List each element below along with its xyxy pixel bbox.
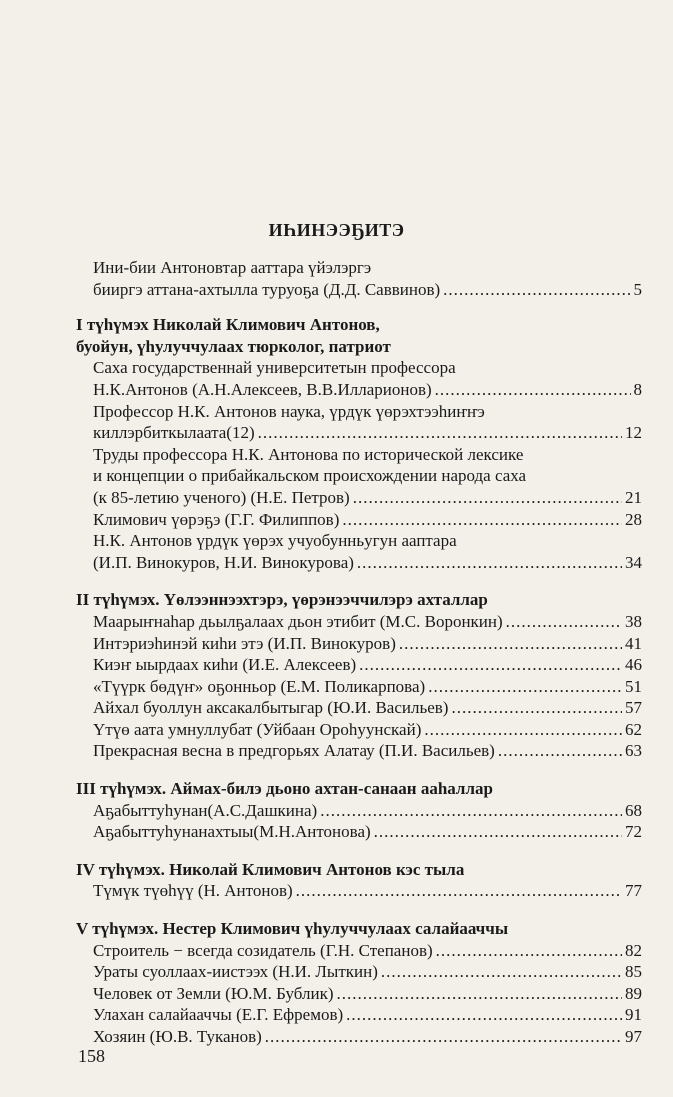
entry-page-number: 8 xyxy=(633,379,642,399)
entry-page-number: 77 xyxy=(625,881,642,901)
toc-section xyxy=(76,918,642,1048)
entry-text: бииргэ аттана-ахтылла туруоҕа (Д.Д. Саввинов) xyxy=(93,279,441,299)
entry-text: Н.К. Антонов үрдүк үөрэх учуобунньугун ааптара xyxy=(93,531,457,551)
dot-leader xyxy=(443,279,630,301)
toc-entry-line xyxy=(93,257,642,279)
entry-page-number: 21 xyxy=(625,487,642,507)
entry-text: Улахан салайааччы (Е.Г. Ефремов) xyxy=(93,1005,344,1025)
toc-entry-line xyxy=(93,530,642,552)
toc-entry xyxy=(93,800,642,822)
entry-page-number: 97 xyxy=(625,1027,642,1046)
table-of-contents xyxy=(76,257,642,1064)
dot-leader xyxy=(381,961,622,983)
entry-text: Аҕабыттуһунанахтыы(М.Н.Антонова) xyxy=(93,822,371,842)
entry-text: Аҕабыттуһунан(А.С.Дашкина) xyxy=(93,800,318,820)
toc-entry-line xyxy=(93,821,642,843)
dot-leader xyxy=(346,1004,622,1026)
section-heading: V түһүмэх. Нестер Климович үһулуччулаах салайааччы xyxy=(76,919,509,939)
section-heading: II түһүмэх. Үөлээннээхтэрэ, үөрэнээччилэрэ ахталлар xyxy=(76,590,488,610)
section-entries xyxy=(76,800,642,843)
toc-entry xyxy=(93,676,642,698)
section-entries xyxy=(76,357,642,573)
section-entries xyxy=(76,940,642,1048)
entry-text: Интэриэһинэй киһи этэ (И.П. Винокуров) xyxy=(93,633,396,653)
toc-entry-line xyxy=(93,961,642,983)
entry-text: киллэрбиткылаата(12) xyxy=(93,423,255,443)
dot-leader xyxy=(359,654,622,676)
dot-leader xyxy=(436,940,622,962)
toc-entry xyxy=(93,719,642,741)
entry-text: Прекрасная весна в предгорьях Алатау (П.И. Васильев) xyxy=(93,741,495,761)
toc-entry-line xyxy=(93,633,642,655)
dot-leader xyxy=(265,1026,622,1048)
entry-page-number: 57 xyxy=(625,698,642,718)
toc-entry xyxy=(93,961,642,983)
entry-page-number: 68 xyxy=(625,800,642,820)
entry-page-number: 85 xyxy=(625,962,642,982)
toc-entry-line xyxy=(93,444,642,466)
toc-entry-line xyxy=(93,697,642,719)
entry-text: Человек от Земли (Ю.М. Бублик) xyxy=(93,983,334,1003)
dot-leader xyxy=(498,740,622,762)
toc-entry-line xyxy=(93,1026,642,1048)
toc-entry-line xyxy=(93,379,642,401)
toc-entry xyxy=(93,611,642,633)
dot-leader xyxy=(337,983,622,1005)
dot-leader xyxy=(342,509,622,531)
section-entries xyxy=(76,611,642,762)
entry-text: Климович үөрэҕэ (Г.Г. Филиппов) xyxy=(93,509,340,529)
entry-page-number: 28 xyxy=(625,509,642,529)
entry-page-number: 82 xyxy=(625,940,642,960)
entry-text: Ураты суоллаах-иистээх (Н.И. Лыткин) xyxy=(93,962,378,982)
toc-entry xyxy=(93,633,642,655)
toc-entry-line xyxy=(93,880,642,902)
section-heading: буойун, үһулуччулаах тюрколог, патриот xyxy=(76,336,391,356)
entry-text: (И.П. Винокуров, Н.И. Винокурова) xyxy=(93,552,354,572)
toc-entry-line xyxy=(93,487,642,509)
entry-text: Профессор Н.К. Антонов наука, үрдүк үөрэхтээһиҥҥэ xyxy=(93,401,485,421)
entry-page-number: 34 xyxy=(625,552,642,572)
toc-section xyxy=(76,778,642,843)
toc-entry xyxy=(93,530,642,573)
toc-entry-line xyxy=(93,1004,642,1026)
toc-section xyxy=(76,859,642,902)
entry-page-number: 41 xyxy=(625,633,642,653)
toc-title: ИҺИНЭЭҔИТЭ xyxy=(268,220,405,240)
entry-text: «Түүрк бөдүҥ» оҕонньор (Е.М. Поликарпова) xyxy=(93,676,426,696)
entry-text: Маарыҥнаһар дьылҕалаах дьон этибит (М.С. Воронкин) xyxy=(93,611,503,631)
dot-leader xyxy=(451,697,622,719)
entry-text: Үтүө аата умнуллубат (Уйбаан Ороһуунскай) xyxy=(93,719,422,739)
toc-entry-line xyxy=(93,279,642,301)
toc-entry xyxy=(93,1026,642,1048)
toc-entry-line xyxy=(93,940,642,962)
entry-page-number: 91 xyxy=(625,1005,642,1025)
section-heading: IV түһүмэх. Николай Климович Антонов кэс тыла xyxy=(76,859,465,879)
entry-page-number: 12 xyxy=(625,423,642,443)
dot-leader xyxy=(506,611,622,633)
entry-text: Саха государственнай университетын профессора xyxy=(93,358,456,378)
entry-page-number: 72 xyxy=(625,822,642,842)
entry-text: Хозяин (Ю.В. Туканов) xyxy=(93,1027,262,1046)
toc-section xyxy=(76,314,642,573)
toc-entry-line xyxy=(93,552,642,574)
toc-entry xyxy=(76,257,642,300)
toc-entry xyxy=(93,654,642,676)
entry-page-number: 5 xyxy=(633,279,642,299)
toc-entry-line xyxy=(93,983,642,1005)
entry-text: Ини-бии Антоновтар ааттара үйэлэргэ xyxy=(93,258,372,277)
entry-page-number: 38 xyxy=(625,611,642,631)
entry-text: Труды профессора Н.К. Антонова по исторической лексике xyxy=(93,444,524,464)
toc-entry-line xyxy=(93,740,642,762)
toc-entry xyxy=(93,940,642,962)
entry-text: Түмүк түөһүү (Н. Антонов) xyxy=(93,881,293,901)
section-heading: III түһүмэх. Аймах-билэ дьоно ахтан-санаан ааһаллар xyxy=(76,779,493,799)
entry-page-number: 46 xyxy=(625,655,642,675)
toc-entry-line xyxy=(93,422,642,444)
toc-entry-line xyxy=(93,401,642,423)
dot-leader xyxy=(399,633,622,655)
section-heading: I түһүмэх Николай Климович Антонов, xyxy=(76,315,380,335)
toc-entry-line xyxy=(93,509,642,531)
entry-text: Н.К.Антонов (А.Н.Алексеев, В.В.Илларионов) xyxy=(93,379,432,399)
toc-entry-line xyxy=(93,800,642,822)
toc-entry-line xyxy=(93,611,642,633)
entry-text: Киэҥ ыырдаах киһи (И.Е. Алексеев) xyxy=(93,655,357,675)
dot-leader xyxy=(424,719,622,741)
toc-entry-line xyxy=(93,357,642,379)
toc-entry xyxy=(93,509,642,531)
toc-entry xyxy=(93,740,642,762)
section-entries xyxy=(76,880,642,902)
dot-leader xyxy=(435,379,631,401)
entry-page-number: 63 xyxy=(625,741,642,761)
entry-page-number: 51 xyxy=(625,676,642,696)
entry-text: Айхал буоллун аксакалбытыгар (Ю.И. Васильев) xyxy=(93,698,449,718)
entry-text: и концепции о прибайкальском происхождении народа саха xyxy=(93,466,527,486)
toc-entry xyxy=(93,357,642,400)
dot-leader xyxy=(296,880,622,902)
dot-leader xyxy=(428,676,622,698)
entry-text: (к 85-летию ученого) (Н.Е. Петров) xyxy=(93,487,350,507)
dot-leader xyxy=(258,422,622,444)
toc-entry xyxy=(93,880,642,902)
toc-section xyxy=(76,589,642,762)
dot-leader xyxy=(374,821,622,843)
entry-page-number: 62 xyxy=(625,719,642,739)
toc-entry xyxy=(93,697,642,719)
toc-entry-line xyxy=(93,654,642,676)
toc-entry-line xyxy=(93,719,642,741)
entry-text: Строитель − всегда созидатель (Г.Н. Степанов) xyxy=(93,940,433,960)
toc-entry-line xyxy=(93,465,642,487)
toc-entry xyxy=(93,444,642,509)
dot-leader xyxy=(320,800,622,822)
dot-leader xyxy=(357,552,622,574)
page-number: 158 xyxy=(78,1046,105,1066)
toc-entry-line xyxy=(93,676,642,698)
toc-entry xyxy=(93,983,642,1005)
toc-entry xyxy=(93,1004,642,1026)
toc-entry xyxy=(93,401,642,444)
dot-leader xyxy=(353,487,622,509)
entry-page-number: 89 xyxy=(625,983,642,1003)
toc-entry xyxy=(93,821,642,843)
